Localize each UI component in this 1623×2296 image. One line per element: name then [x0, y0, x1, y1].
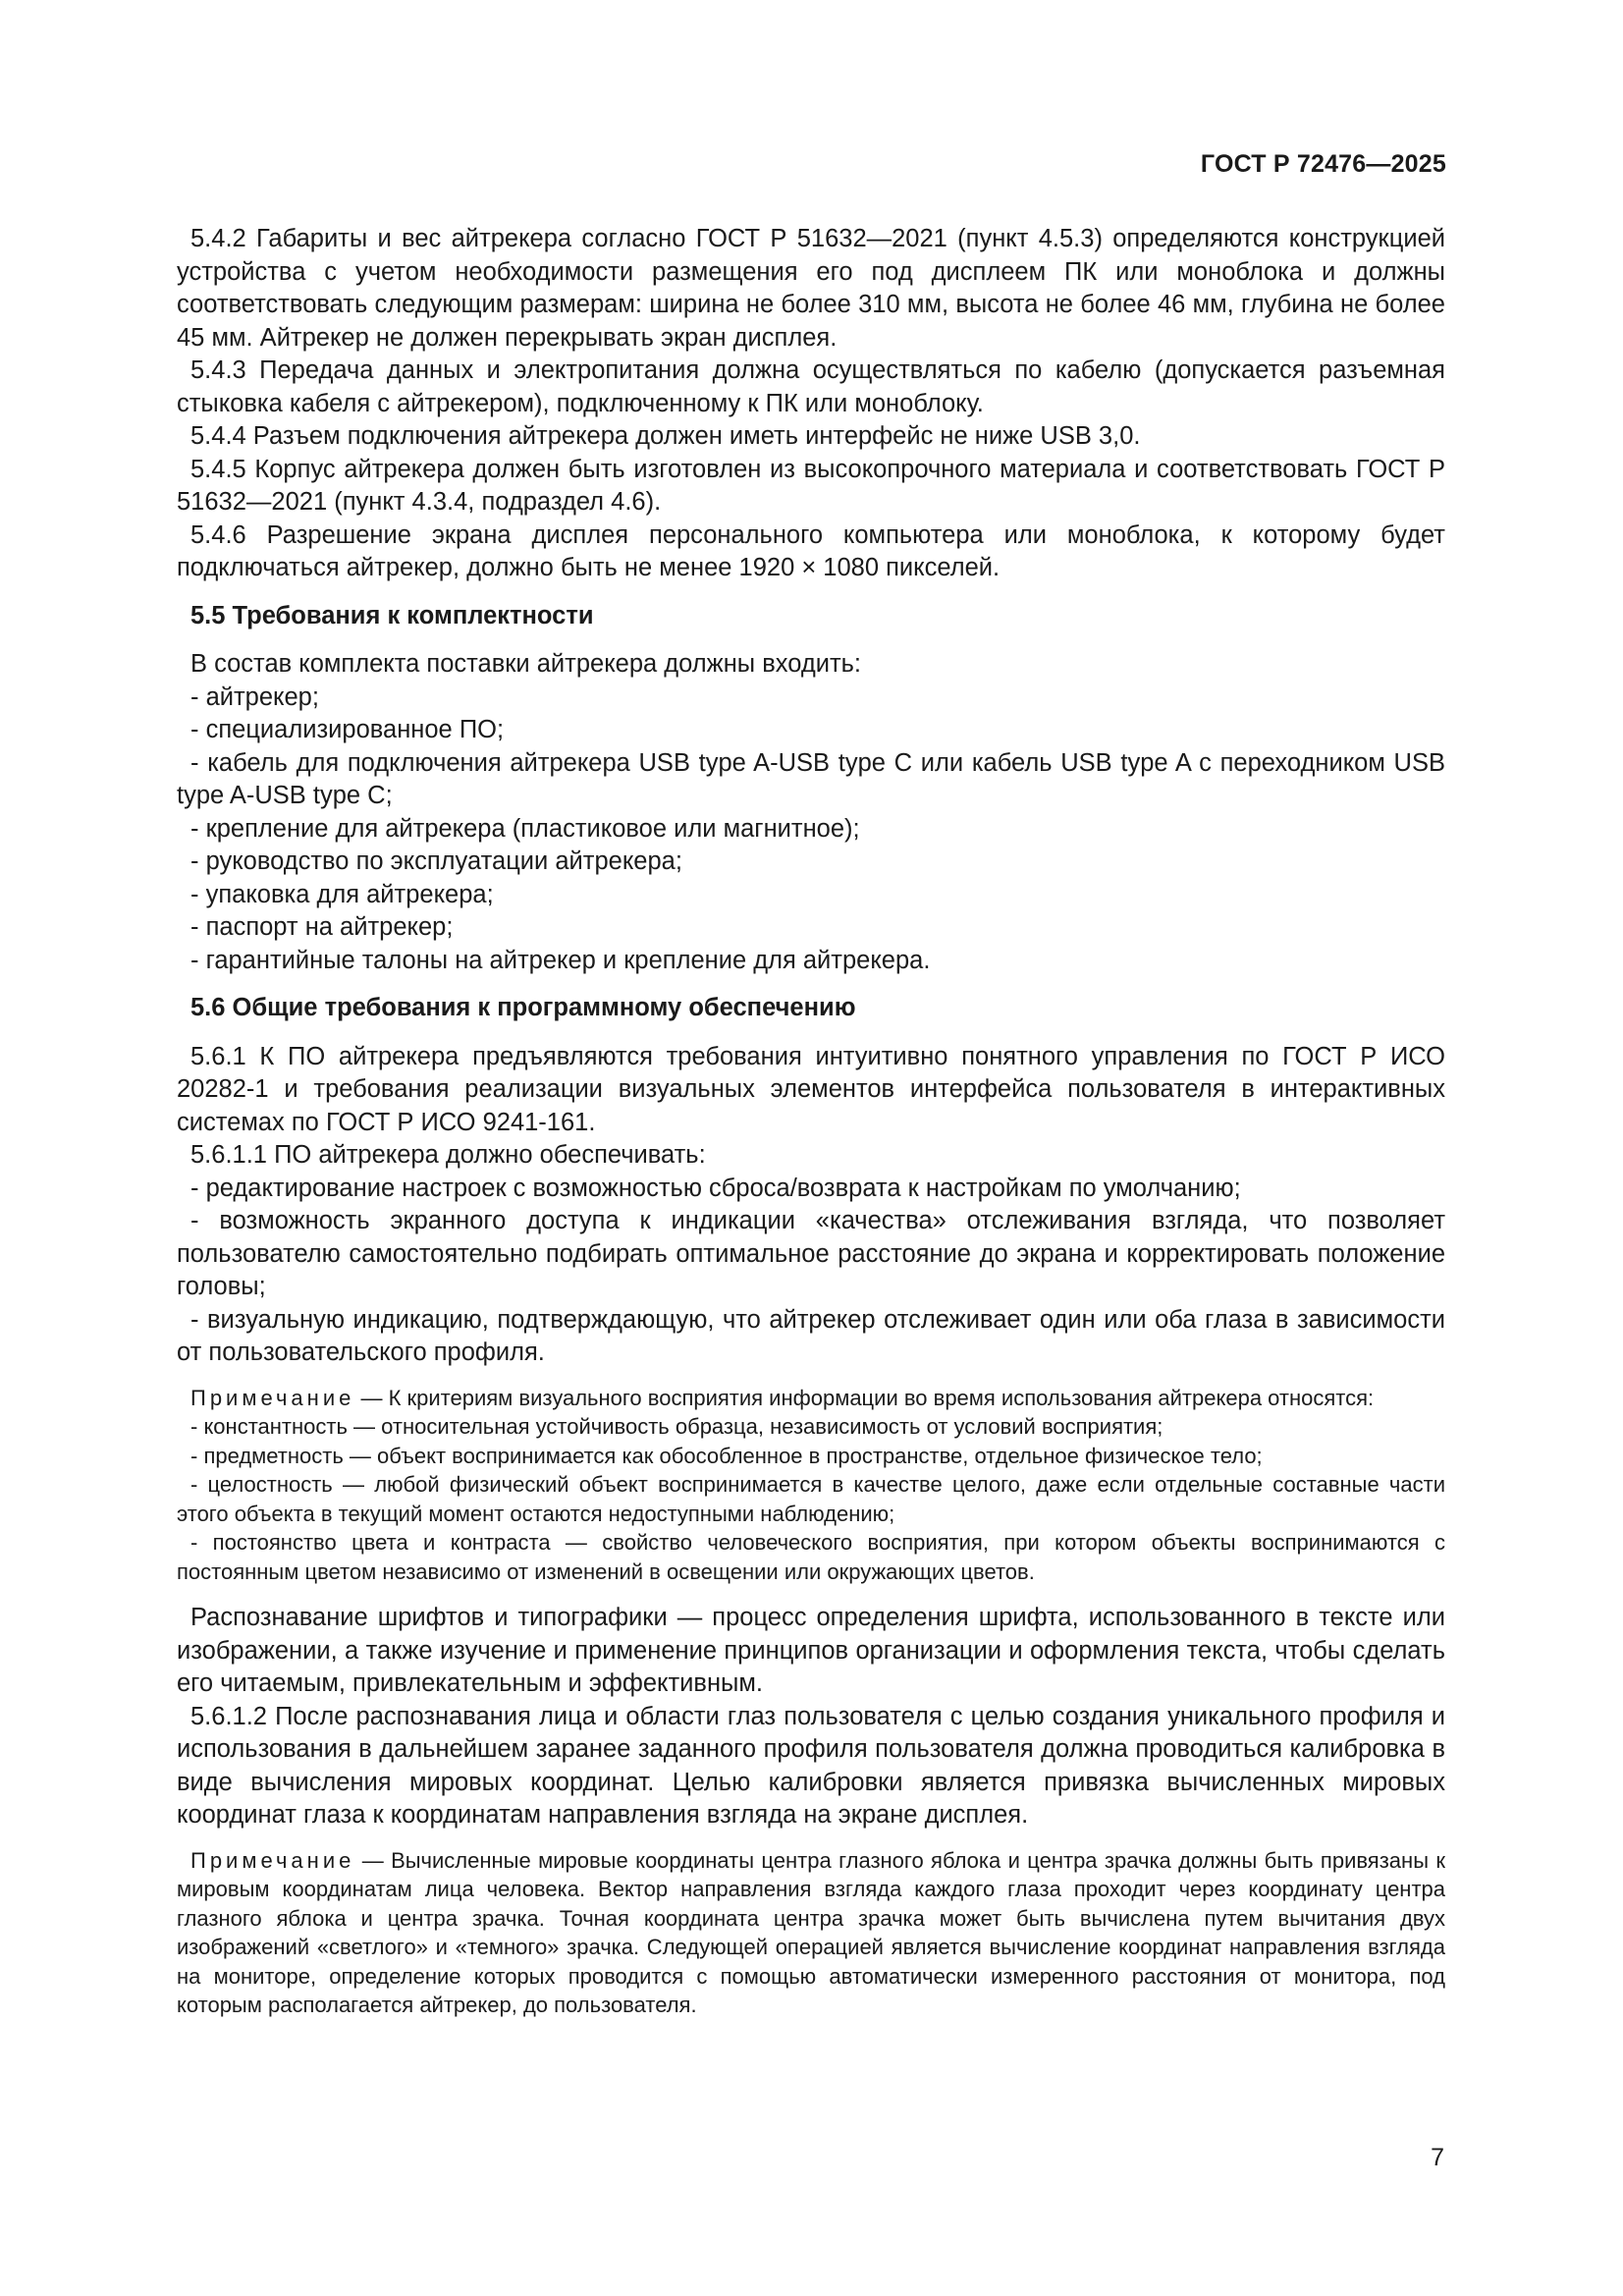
- clause-5-6-1: 5.6.1 К ПО айтрекера предъявляются требования интуитивно понятного управления по ГОСТ Р ИСО 20282-1 и требования реализации визуальных элементов интерфейса пользователя в интерактивных системах по ГОСТ Р ИСО 9241-161.: [177, 1042, 1445, 1136]
- note-calibration: [177, 1846, 1445, 2020]
- note-list-item: - постоянство цвета и контраста — свойство человеческого восприятия, при котором объекты воспринимаются с постоянным цветом независимо от изменений в освещении или окружающих цветов.: [177, 1530, 1445, 1584]
- list-item: - крепление для айтрекера (пластиковое или магнитное);: [190, 814, 860, 843]
- note-list-item: - целостность — любой физический объект воспринимается в качестве целого, даже если отдельные составные части этого объекта в текущий момент остаются недоступными наблюдению;: [177, 1472, 1445, 1526]
- note-lead: [177, 1384, 1445, 1413]
- list-item: - гарантийные талоны на айтрекер и крепление для айтрекера.: [190, 946, 931, 974]
- note-lead: [177, 1846, 1445, 2020]
- note-perception: [177, 1384, 1445, 1587]
- document-body: [177, 223, 1445, 2036]
- note-text: — К критериям визуального восприятия информации во время использования айтрекера относятся:: [354, 1385, 1375, 1410]
- list-item: - редактирование настроек с возможностью сброса/возврата к настройкам по умолчанию;: [190, 1174, 1241, 1202]
- clause-5-4-5: 5.4.5 Корпус айтрекера должен быть изготовлен из высокопрочного материала и соответствовать ГОСТ Р 51632—2021 (пункт 4.3.4, подраздел 4.6).: [177, 455, 1445, 516]
- list-item: - паспорт на айтрекер;: [190, 913, 454, 941]
- list-item: - возможность экранного доступа к индикации «качества» отслеживания взгляда, что позволяет пользователю самостоятельно подбирать оптимальное расстояние до экрана и корректировать положение головы;: [177, 1207, 1445, 1300]
- standard-code: ГОСТ Р 72476—2025: [1200, 150, 1446, 178]
- list-item: - руководство по эксплуатации айтрекера;: [190, 847, 682, 875]
- note-label: Примечание: [190, 1847, 355, 1873]
- section-heading-5-5: 5.5 Требования к комплектности: [190, 601, 594, 629]
- list-item: - визуальную индикацию, подтверждающую, что айтрекер отслеживает один или оба глаза в зависимости от пользовательского профиля.: [177, 1305, 1445, 1366]
- note-list-item: - предметность — объект воспринимается как обособленное в пространстве, отдельное физическое тело;: [190, 1443, 1263, 1468]
- clause-5-6-1-2: 5.6.1.2 После распознавания лица и области глаз пользователя с целью создания уникального профиля и использования в дальнейшем заранее заданного профиля пользователя должна проводиться калибровка в виде вычисления мировых координат. Целью калибровки является привязка вычисленных мировых координат глаза к координатам направления взгляда на экране дисплея.: [177, 1702, 1445, 1829]
- clause-5-4-2: 5.4.2 Габариты и вес айтрекера согласно ГОСТ Р 51632—2021 (пункт 4.5.3) определяются конструкцией устройства с учетом необходимости размещения его под дисплеем ПК или моноблока и должны соответствовать следующим размерам: ширина не более 310 мм, высота не более 46 мм, глубина не более 45 мм. Айтрекер не должен перекрывать экран дисплея.: [177, 225, 1445, 352]
- list-item: - кабель для подключения айтрекера USB type A-USB type C или кабель USB type A с переходником USB type A-USB type C;: [177, 748, 1445, 809]
- clause-5-4-6: 5.4.6 Разрешение экрана дисплея персонального компьютера или моноблока, к которому будет подключаться айтрекер, должно быть не менее 1920 × 1080 пикселей.: [177, 520, 1445, 581]
- section-heading-5-6: 5.6 Общие требования к программному обеспечению: [190, 994, 856, 1021]
- clause-5-4-3: 5.4.3 Передача данных и электропитания должна осуществляться по кабелю (допускается разъемная стыковка кабеля с айтрекером), подключенному к ПК или моноблоку.: [177, 356, 1445, 417]
- note-label: Примечание: [190, 1385, 355, 1410]
- note-text: — Вычисленные мировые координаты центра глазного яблока и центра зрачка должны быть привязаны к мировым координатам лица человека. Вектор направления взгляда каждого глаза проходит через координату центра глазного яблока и центра зрачка. Точная координата центра зрачка может быть вычислена путем вычитания двух изображений «светлого» и «темного» зрачка. Следующей операцией является вычисление координат направления взгляда на мониторе, определение которых проводится с помощью автоматически измеренного расстояния от монитора, под которым располагается айтрекер, до пользователя.: [177, 1847, 1445, 2017]
- list-item: - айтрекер;: [190, 683, 319, 711]
- list-item: - упаковка для айтрекера;: [190, 880, 494, 908]
- list-item: - специализированное ПО;: [190, 716, 505, 743]
- page-number: 7: [1431, 2144, 1444, 2171]
- clause-5-6-1-1: 5.6.1.1 ПО айтрекера должно обеспечивать:: [190, 1141, 706, 1169]
- clause-5-4-4: 5.4.4 Разъем подключения айтрекера должен иметь интерфейс не ниже USB 3,0.: [190, 422, 1141, 450]
- completeness-intro: В состав комплекта поставки айтрекера должны входить:: [190, 650, 862, 678]
- note-list-item: - константность — относительная устойчивость образца, независимость от условий восприятия;: [190, 1414, 1163, 1439]
- font-recognition-paragraph: Распознавание шрифтов и типографики — процесс определения шрифта, использованного в тексте или изображении, а также изучение и применение принципов организации и оформления текста, чтобы сделать его читаемым, привлекательным и эффективным.: [177, 1604, 1445, 1697]
